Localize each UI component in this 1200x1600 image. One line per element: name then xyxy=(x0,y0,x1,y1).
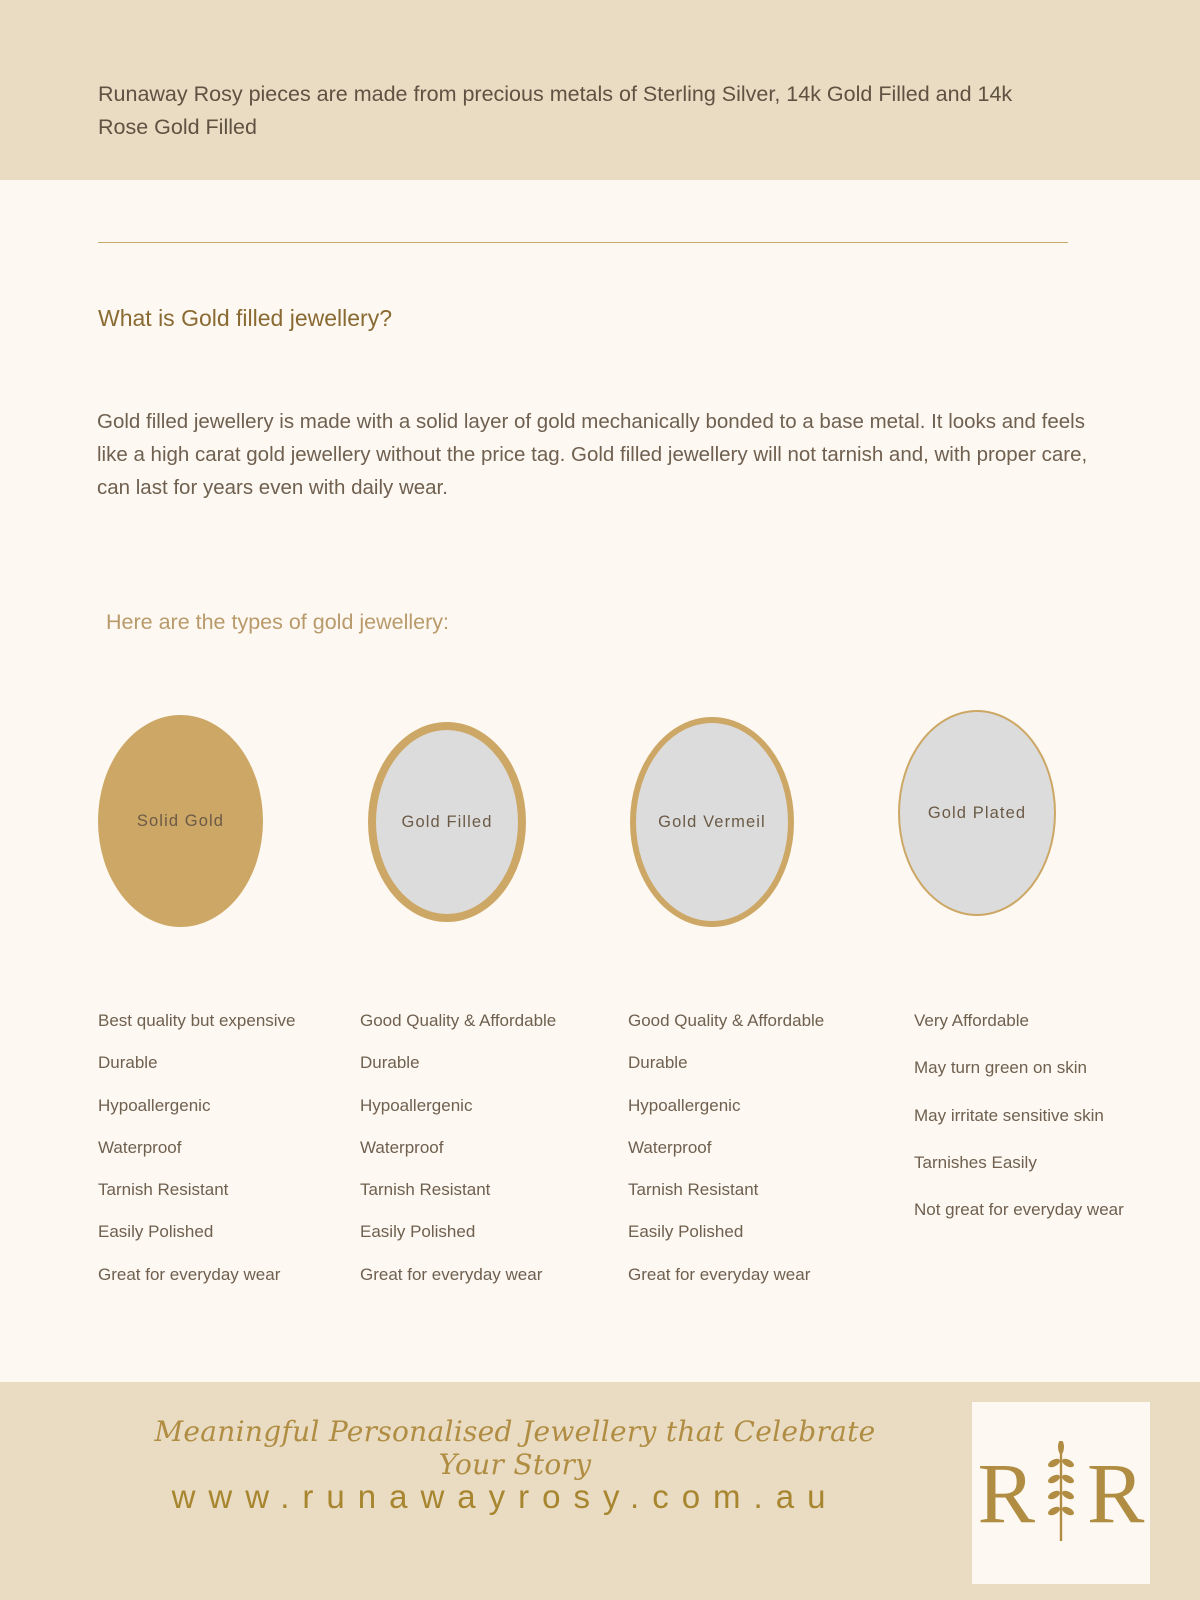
feature-item: Great for everyday wear xyxy=(98,1264,281,1284)
brand-logo xyxy=(972,1402,1150,1584)
type-oval-solid-gold xyxy=(98,715,263,927)
feature-column-gold-filled xyxy=(360,1010,610,1306)
feature-item: Durable xyxy=(98,1053,158,1073)
footer-tagline: Meaningful Personalised Jewellery that Celebrate Your Story xyxy=(154,1415,876,1481)
logo-letter-left: R xyxy=(977,1445,1035,1541)
feature-item: Easily Polished xyxy=(98,1222,214,1242)
type-oval-label: Gold Filled xyxy=(401,812,493,831)
type-oval-label: Solid Gold xyxy=(136,811,225,830)
type-oval-label: Gold Plated xyxy=(927,803,1027,822)
feature-item: Great for everyday wear xyxy=(360,1264,543,1284)
footer-website-url[interactable]: www.runawayrosy.com.au xyxy=(171,1478,839,1515)
header-band xyxy=(0,0,1200,180)
divider-rule xyxy=(98,242,1068,243)
feature-item: Good Quality & Affordable xyxy=(628,1011,825,1030)
feature-item: Very Affordable xyxy=(914,1011,1029,1030)
feature-item: Tarnish Resistant xyxy=(360,1180,491,1199)
feature-item: Easily Polished xyxy=(628,1222,744,1242)
type-ovals xyxy=(0,700,1200,950)
body-paragraph: Gold filled jewellery is made with a solid layer of gold mechanically bonded to a base metal. It looks and feels like a high carat gold jewellery without the price tag. Gold filled jewellery will not tarnish and, with proper care, can last for years even with daily wear. xyxy=(97,410,1088,500)
feature-item: Hypoallergenic xyxy=(628,1095,741,1115)
feature-item: Tarnishes Easily xyxy=(914,1152,1037,1172)
types-subheading: Here are the types of gold jewellery: xyxy=(106,610,449,634)
feature-item: Durable xyxy=(628,1053,688,1073)
feature-item: Waterproof xyxy=(628,1137,712,1157)
feature-item: Tarnish Resistant xyxy=(98,1180,229,1199)
feature-item: Waterproof xyxy=(98,1137,182,1157)
type-oval-gold-vermeil xyxy=(630,717,794,927)
feature-column-gold-plated xyxy=(914,1010,1184,1246)
wheat-stalk-icon xyxy=(1046,1441,1076,1545)
logo-inner xyxy=(977,1433,1145,1553)
feature-column-gold-vermeil xyxy=(628,1010,878,1306)
feature-item: Good Quality & Affordable xyxy=(360,1011,557,1030)
feature-column-solid-gold xyxy=(98,1010,348,1306)
feature-item: Waterproof xyxy=(360,1137,444,1157)
feature-item: Hypoallergenic xyxy=(360,1095,473,1115)
feature-item: May turn green on skin xyxy=(914,1058,1087,1078)
feature-item: Easily Polished xyxy=(360,1222,476,1242)
feature-item: May irritate sensitive skin xyxy=(914,1105,1104,1125)
type-oval-gold-plated xyxy=(898,710,1056,916)
feature-item: Not great for everyday wear xyxy=(914,1200,1124,1219)
header-text: Runaway Rosy pieces are made from precious metals of Sterling Silver, 14k Gold Filled and 14k Rose Gold Filled xyxy=(98,82,1013,139)
feature-item: Tarnish Resistant xyxy=(628,1180,759,1199)
page-title: What is Gold filled jewellery? xyxy=(98,305,393,331)
type-oval-gold-filled xyxy=(368,722,526,922)
feature-item: Great for everyday wear xyxy=(628,1264,811,1284)
type-oval-label: Gold Vermeil xyxy=(658,812,766,831)
logo-letter-right: R xyxy=(1087,1445,1145,1541)
feature-item: Best quality but expensive xyxy=(98,1011,296,1030)
feature-item: Durable xyxy=(360,1053,420,1073)
feature-item: Hypoallergenic xyxy=(98,1095,211,1115)
